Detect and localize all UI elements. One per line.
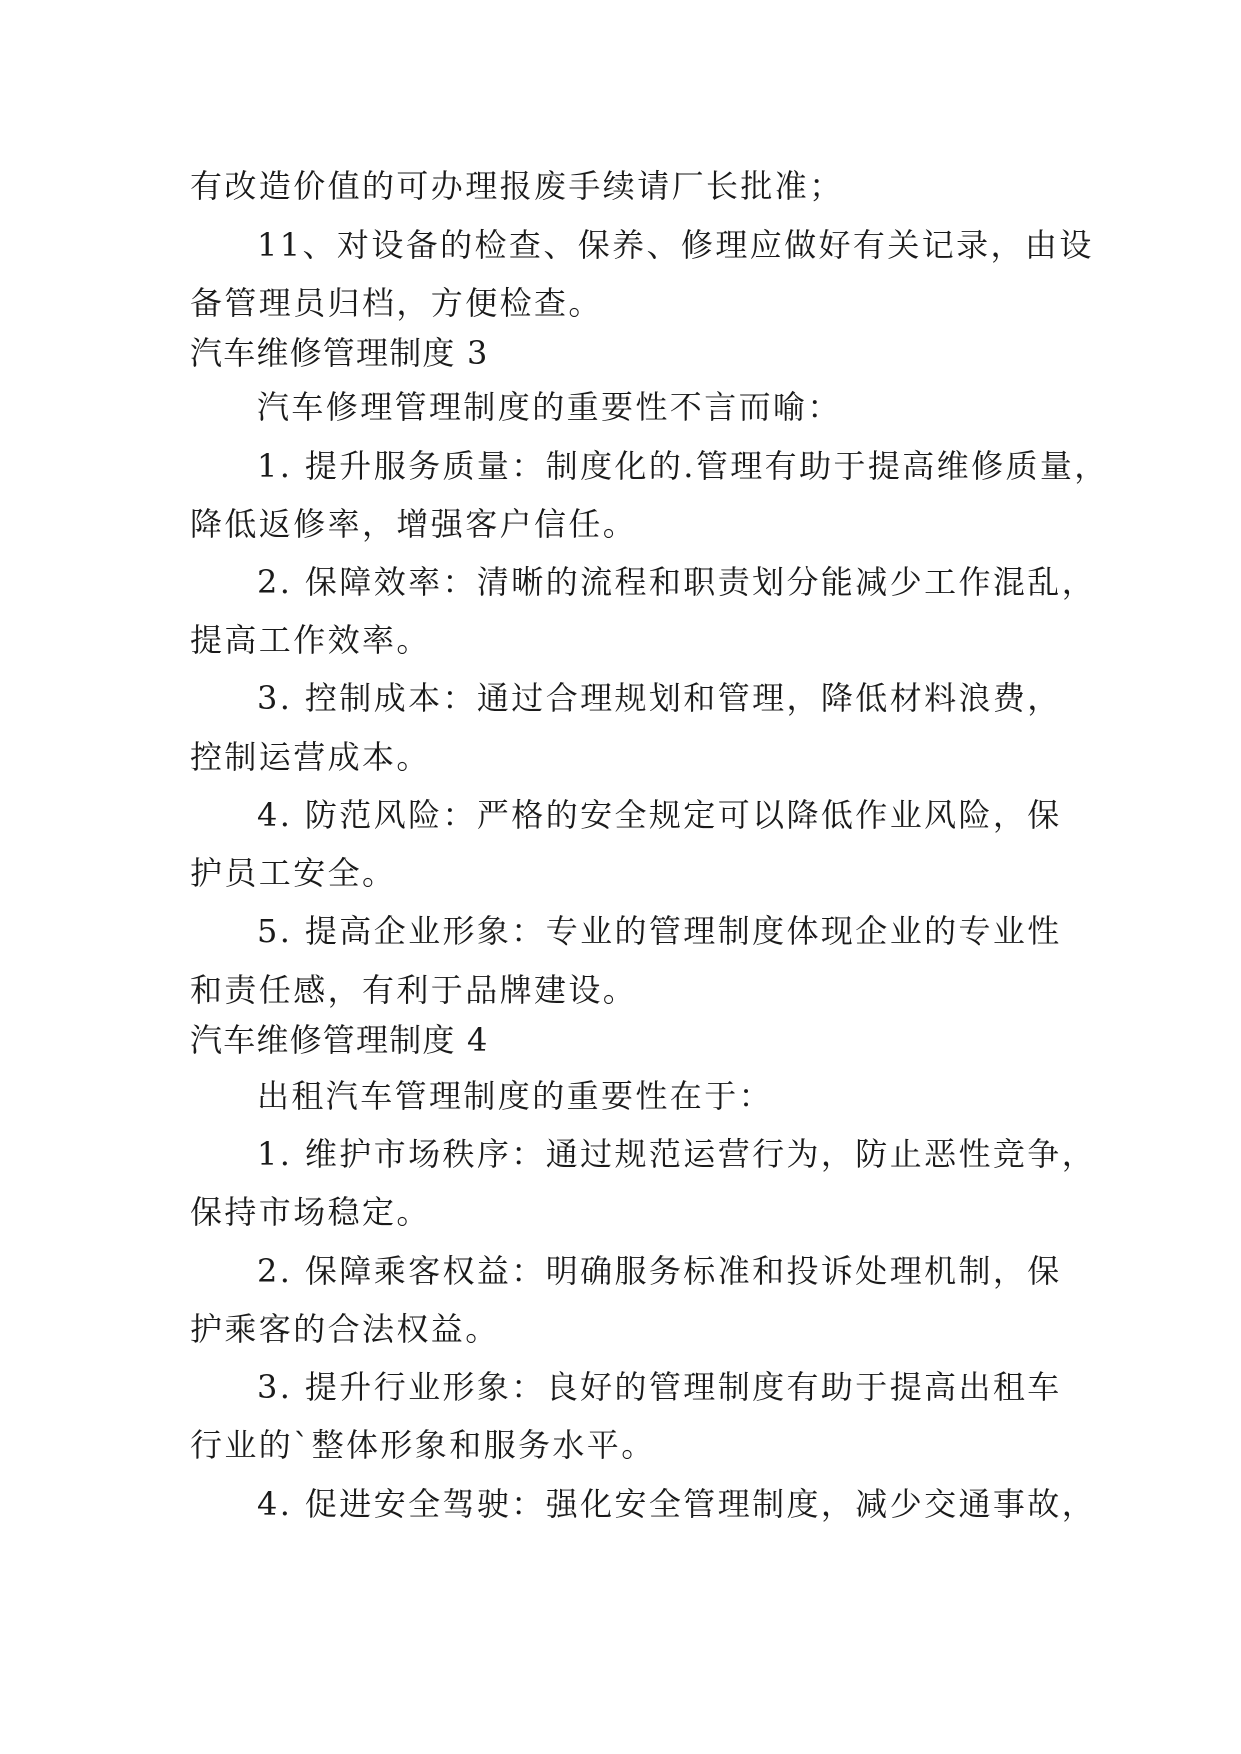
body-text-line: 备管理员归档，方便检查。 <box>190 284 603 322</box>
list-item-3: 3. 提升行业形象：良好的管理制度有助于提高出租车 <box>257 1368 1062 1406</box>
section-heading-4: 汽车维修管理制度 4 <box>190 1021 489 1059</box>
section-intro: 出租汽车管理制度的重要性在于： <box>257 1077 774 1115</box>
list-item-3: 3. 控制成本：通过合理规划和管理，降低材料浪费， <box>257 679 1062 717</box>
body-text-line: 行业的`整体形象和服务水平。 <box>190 1426 656 1464</box>
body-text-line: 有改造价值的可办理报废手续请厂长批准； <box>190 167 844 205</box>
section-heading-3: 汽车维修管理制度 3 <box>190 334 489 372</box>
list-item-11: 11、对设备的检查、保养、修理应做好有关记录，由设 <box>257 226 1094 264</box>
body-text-line: 控制运营成本。 <box>190 738 431 776</box>
section-intro: 汽车修理管理制度的重要性不言而喻： <box>257 388 842 426</box>
list-item-1: 1. 维护市场秩序：通过规范运营行为，防止恶性竞争， <box>257 1135 1097 1173</box>
body-text-line: 护乘客的合法权益。 <box>190 1310 500 1348</box>
list-item-5: 5. 提高企业形象：专业的管理制度体现企业的专业性 <box>257 912 1062 950</box>
list-item-2: 2. 保障乘客权益：明确服务标准和投诉处理机制，保 <box>257 1252 1062 1290</box>
list-item-1: 1. 提升服务质量：制度化的.管理有助于提高维修质量， <box>257 447 1109 485</box>
body-text-line: 和责任感，有利于品牌建设。 <box>190 971 638 1009</box>
list-item-4: 4. 促进安全驾驶：强化安全管理制度，减少交通事故， <box>257 1485 1097 1523</box>
list-item-4: 4. 防范风险：严格的安全规定可以降低作业风险，保 <box>257 796 1062 834</box>
body-text-line: 护员工安全。 <box>190 854 397 892</box>
body-text-line: 降低返修率，增强客户信任。 <box>190 505 638 543</box>
body-text-line: 提高工作效率。 <box>190 621 431 659</box>
body-text-line: 保持市场稳定。 <box>190 1193 431 1231</box>
list-item-2: 2. 保障效率：清晰的流程和职责划分能减少工作混乱， <box>257 563 1097 601</box>
